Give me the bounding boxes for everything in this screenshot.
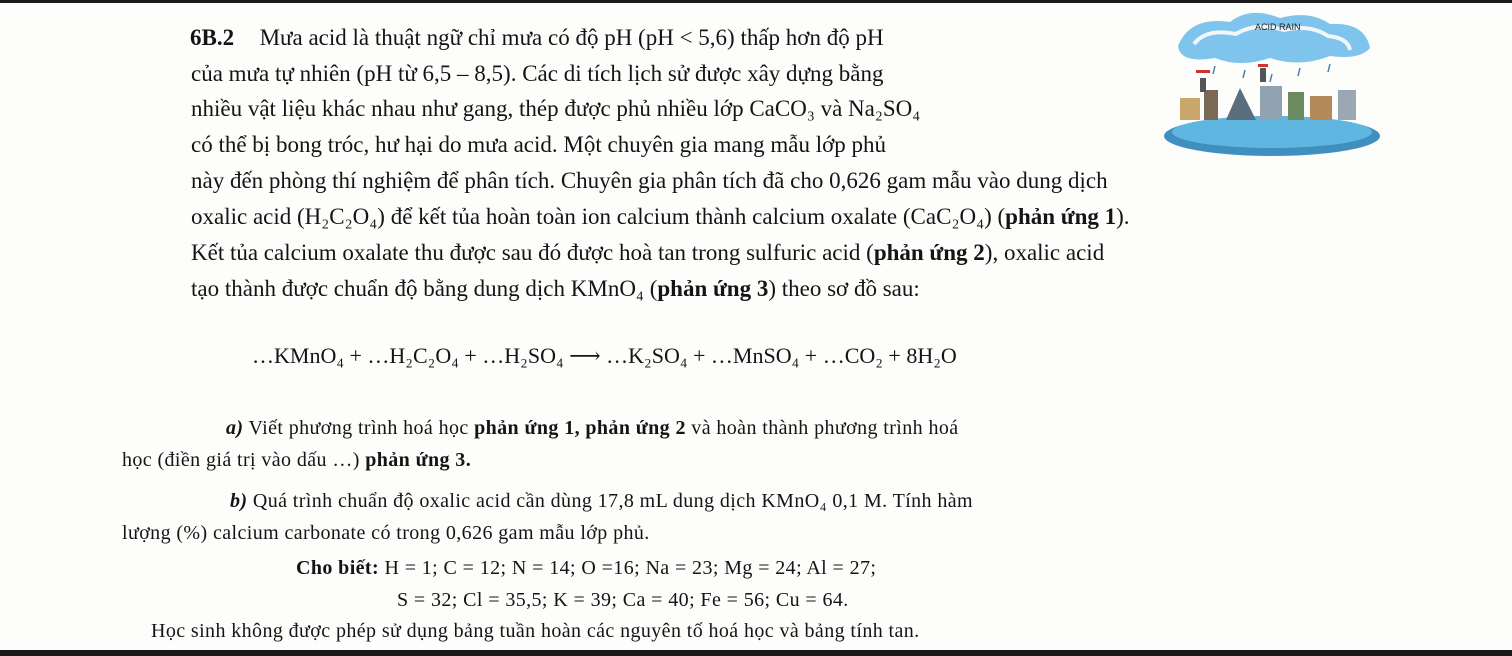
intro-line-5: này đến phòng thí nghiệm để phân tích. Chuyên gia phân tích đã cho 0,626 gam mẫu vào dung dịch [191, 168, 1108, 193]
water-shape [1172, 116, 1372, 148]
line6-text: oxalic acid (H₂C₂O₄) để kết tủa hoàn toàn ion calcium thành calcium oxalate (CaC₂O₄) ( [191, 204, 1006, 229]
given-label: Cho biết: [296, 557, 380, 579]
rain-drops [1213, 64, 1330, 82]
intro-line-6 [191, 202, 1130, 232]
intro-line-2: của mưa tự nhiên (pH từ 6,5 – 8,5). Các di tích lịch sử được xây dựng bằng [191, 61, 884, 86]
figure-label: ACID RAIN [1255, 22, 1301, 32]
top-border [0, 0, 1512, 3]
part-b-label: b) [230, 490, 248, 512]
reaction-2-label: phản ứng 2 [873, 240, 985, 265]
part-b-line-1 [230, 486, 973, 516]
acid-rain-illustration-icon [1160, 8, 1385, 158]
part-a-line-1 [226, 413, 959, 443]
given-line-2: S = 32; Cl = 35,5; K = 39; Ca = 40; Fe = 56; Cu = 64. [397, 589, 849, 611]
reaction-equation: …KMnO₄ + …H₂C₂O₄ + …H₂SO₄ ⟶ …K₂SO₄ + …MnSO₄ + …CO₂ + 8H₂O [252, 343, 957, 368]
intro-line-8 [191, 274, 920, 304]
part-a-label: a) [226, 417, 244, 439]
intro-line-7 [191, 238, 1104, 268]
line6-end: ). [1116, 204, 1130, 229]
part-b-text-1: Quá trình chuẩn độ oxalic acid cần dùng 17,8 mL dung dịch KMnO₄ 0,1 M. Tính hàm [247, 490, 973, 512]
given-line-1 [296, 553, 876, 583]
line8-text: tạo thành được chuẩn độ bằng dung dịch KMnO₄ ( [191, 276, 658, 301]
line7-text: Kết tủa calcium oxalate thu được sau đó được hoà tan trong sulfuric acid ( [191, 240, 874, 265]
bottom-border [0, 650, 1512, 656]
part-a-bold-1: phản ứng 1, phản ứng 2 [474, 417, 686, 439]
part-a-bold-2: phản ứng 3. [365, 449, 472, 471]
problem-number: 6B.2 [190, 25, 235, 50]
part-a-text-3: học (điền giá trị vào dấu …) [122, 449, 366, 471]
note-line: Học sinh không được phép sử dụng bảng tuần hoàn các nguyên tố hoá học và bảng tính tan. [151, 620, 920, 642]
reaction-1-label: phản ứng 1 [1005, 204, 1117, 229]
part-a-text-2: và hoàn thành phương trình hoá [685, 417, 959, 439]
line8-end: ) theo sơ đồ sau: [768, 276, 920, 301]
problem-line-1 [190, 23, 884, 53]
given-values-1: H = 1; C = 12; N = 14; O =16; Na = 23; Mg = 24; Al = 27; [379, 557, 877, 579]
part-a-line-2 [122, 445, 471, 475]
intro-line-3: nhiều vật liệu khác nhau như gang, thép được phủ nhiều lớp CaCO₃ và Na₂SO₄ [191, 96, 921, 121]
intro-line-4: có thể bị bong tróc, hư hại do mưa acid. Một chuyên gia mang mẫu lớp phủ [191, 132, 886, 157]
part-a-text-1: Viết phương trình hoá học [243, 417, 475, 439]
part-b-line-2: lượng (%) calcium carbonate có trong 0,626 gam mẫu lớp phủ. [122, 522, 650, 544]
factory [1196, 64, 1268, 92]
buildings [1180, 86, 1356, 120]
reaction-3-label: phản ứng 3 [657, 276, 769, 301]
line7-end: ), oxalic acid [984, 240, 1105, 265]
intro-line-1: Mưa acid là thuật ngữ chỉ mưa có độ pH (pH < 5,6) thấp hơn độ pH [259, 25, 884, 50]
